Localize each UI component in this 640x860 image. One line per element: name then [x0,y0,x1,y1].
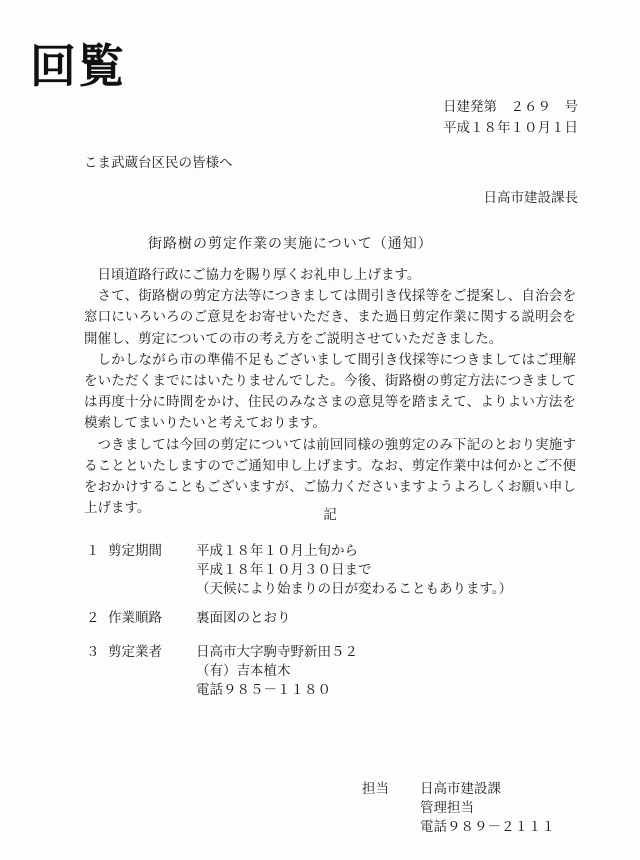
contractor-address: 日高市大字駒寺野新田５２ [196,644,358,660]
contractor-name: （有）吉本植木 [196,663,291,679]
item-number: １ [86,543,100,559]
notice-body [84,265,576,519]
item-number: ２ [86,610,100,626]
document-date: 平成１８年１０月１日 [443,120,578,136]
item-label-contractor: 剪定業者 [108,644,162,660]
contractor-phone: 電話９８５－１１８０ [196,682,331,698]
item-number: ３ [86,644,100,660]
item-label-period: 剪定期間 [108,543,162,559]
period-start: 平成１８年１０月上旬から [196,543,358,559]
body-paragraph: さて、街路樹の剪定方法等につきましては間引き伐採等をご提案し、自治会を窓口にいろいろのご意見をお寄せいただき、また過日剪定作業に関する説明会を開催し、剪定についての市の考え方をご説明させていただきました。 [84,288,576,347]
document-number: 日建発第 ２６９ 号 [443,99,578,115]
contact-phone: 電話９８９－２１１１ [420,819,555,835]
contact-label: 担当 [362,781,389,797]
contact-section: 管理担当 [420,800,474,816]
kairan-stamp: 回覧 [30,39,126,93]
item-label-route: 作業順路 [108,610,162,626]
contact-department: 日高市建設課 [420,781,501,797]
ki-heading: 記 [323,507,337,523]
period-note: （天候により始まりの日が変わることもあります。） [196,581,513,597]
body-paragraph: 日頃道路行政にご協力を賜り厚くお礼申し上げます。 [97,267,421,283]
period-end: 平成１８年１０月３０日まで [196,562,372,578]
route-value: 裏面図のとおり [196,610,291,626]
body-paragraph: つきましては今回の剪定については前回同様の強剪定のみ下記のとおり実施することといたしますのでご通知申し上げます。なお、剪定作業中は何かとご不便をおかけすることもございますが、ご協力くださいますようよろしくお願い申し上げます。 [84,436,576,517]
sender: 日高市建設課長 [483,190,578,206]
notice-title: 街路樹の剪定作業の実施について（通知） [148,236,433,252]
recipient: こま武蔵台区民の皆様へ [84,155,233,171]
body-paragraph: しかしながら市の準備不足もございまして間引き伐採等につきましてはご理解をいただくまでにはいたりませんでした。今後、街路樹の剪定方法につきましては再度十分に時間をかけ、住民のみなさまの意見等を踏まえて、よりよい方法を模索してまいりたいと考えております。 [84,351,576,432]
